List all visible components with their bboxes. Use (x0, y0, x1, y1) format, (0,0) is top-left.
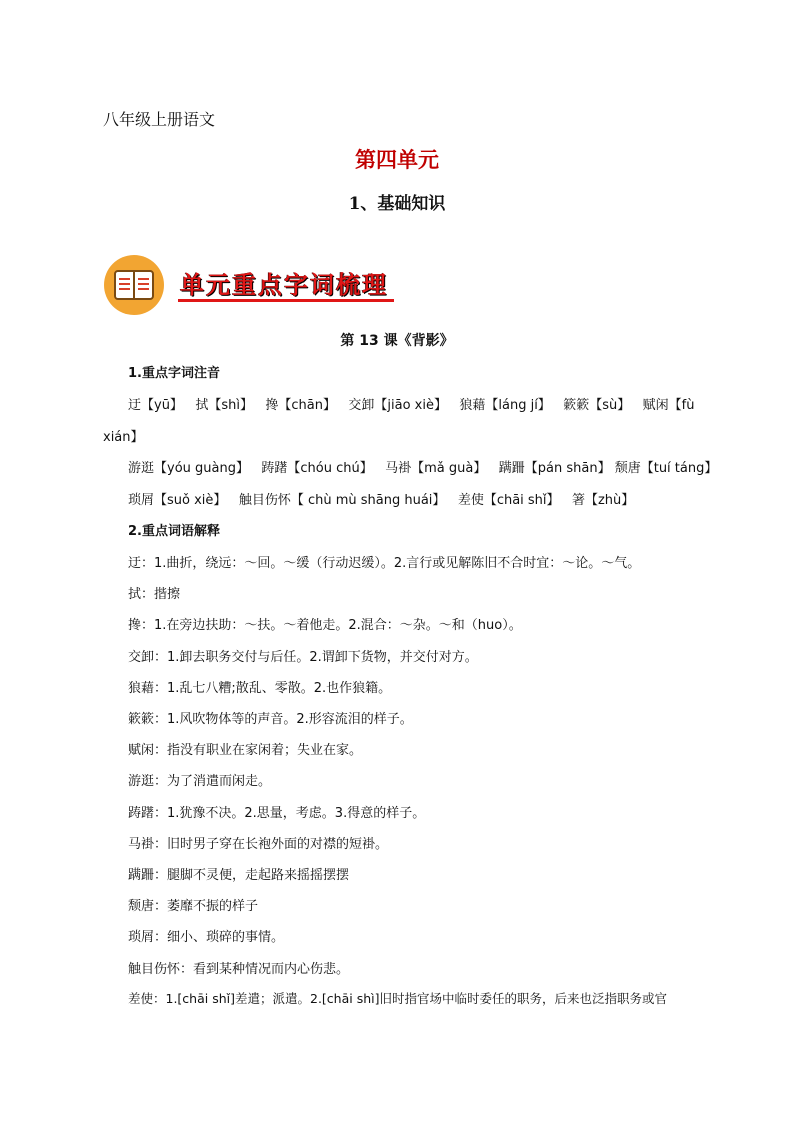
pinyin-item: 迂【yū】 (128, 398, 183, 413)
definition-item: 赋闲：指没有职业在家闲着；失业在家。 (128, 743, 363, 758)
pinyin-item: 箸【zhù】 (571, 493, 635, 508)
definition-item: 游逛：为了消遣而闲走。 (128, 774, 272, 789)
section-banner (104, 255, 404, 315)
pinyin-item: 马褂【mǎ guà】 (385, 461, 487, 476)
pinyin-item: 差使【chāi shǐ】 (457, 493, 560, 508)
banner-title: 单元重点字词梳理 (180, 270, 388, 299)
definitions-heading: 2.重点词语解释 (128, 524, 220, 539)
pinyin-item: 踌躇【chóu chú】 (261, 461, 373, 476)
definition-item: 迂：1.曲折，绕远：～回。～缓（行动迟缓）。2.言行或见解陈旧不合时宜：～论。～气。 (128, 556, 641, 571)
lesson-title: 第 13 课《背影》 (340, 333, 454, 349)
pinyin-row (128, 457, 717, 476)
pinyin-item: 颓唐【tuí táng】 (614, 461, 718, 476)
unit-title: 第四单元 (355, 147, 439, 172)
definition-item: 踌躇：1.犹豫不决。2.思量，考虑。3.得意的样子。 (128, 806, 426, 821)
definition-item: 差使：1.[chāi shǐ]差遣；派遣。2.[chāi shì]旧时指官场中临时委任的职务，后来也泛指职务或官 (128, 991, 667, 1006)
pinyin-item: 拭【shì】 (195, 398, 253, 413)
definition-item: 搀：1.在旁边扶助：～扶。～着他走。2.混合：～杂。～和（huo）。 (128, 618, 522, 633)
pinyin-item: 蹒跚【pán shān】 (498, 461, 611, 476)
pinyin-heading: 1.重点字词注音 (128, 366, 220, 381)
definition-item: 交卸：1.卸去职务交付与后任。2.谓卸下货物，并交付对方。 (128, 650, 478, 665)
grade-label: 八年级上册语文 (103, 110, 216, 129)
definition-item: 琐屑：细小、琐碎的事情。 (128, 930, 285, 945)
pinyin-item: 触目伤怀【 chù mù shāng huái】 (238, 493, 446, 508)
pinyin-item: 琐屑【suǒ xiè】 (128, 493, 227, 508)
definition-item: 狼藉：1.乱七八糟;散乱、零散。2.也作狼籍。 (128, 681, 392, 696)
pinyin-item: 簌簌【sù】 (563, 398, 631, 413)
pinyin-row-continued: xián】 (103, 430, 144, 445)
book-icon (104, 255, 164, 315)
definition-item: 马褂：旧时男子穿在长袍外面的对襟的短褂。 (128, 837, 389, 852)
pinyin-item: 游逛【yóu guàng】 (128, 461, 249, 476)
pinyin-row (128, 489, 634, 508)
definition-item: 拭：揩擦 (128, 587, 181, 602)
pinyin-item: 赋闲【fù (642, 398, 695, 413)
pinyin-row (128, 394, 694, 413)
definition-item: 颓唐：萎靡不振的样子 (128, 899, 259, 914)
definition-item: 蹒跚：腿脚不灵便，走起路来摇摇摆摆 (128, 868, 350, 883)
section-title: 1、基础知识 (348, 194, 446, 214)
definition-item: 簌簌：1.风吹物体等的声音。2.形容流泪的样子。 (128, 712, 413, 727)
definition-item: 触目伤怀：看到某种情况而内心伤悲。 (128, 962, 350, 977)
banner-underline (178, 299, 394, 302)
pinyin-item: 交卸【jiāo xiè】 (348, 398, 447, 413)
pinyin-item: 狼藉【láng jí】 (459, 398, 551, 413)
pinyin-item: 搀【chān】 (265, 398, 336, 413)
